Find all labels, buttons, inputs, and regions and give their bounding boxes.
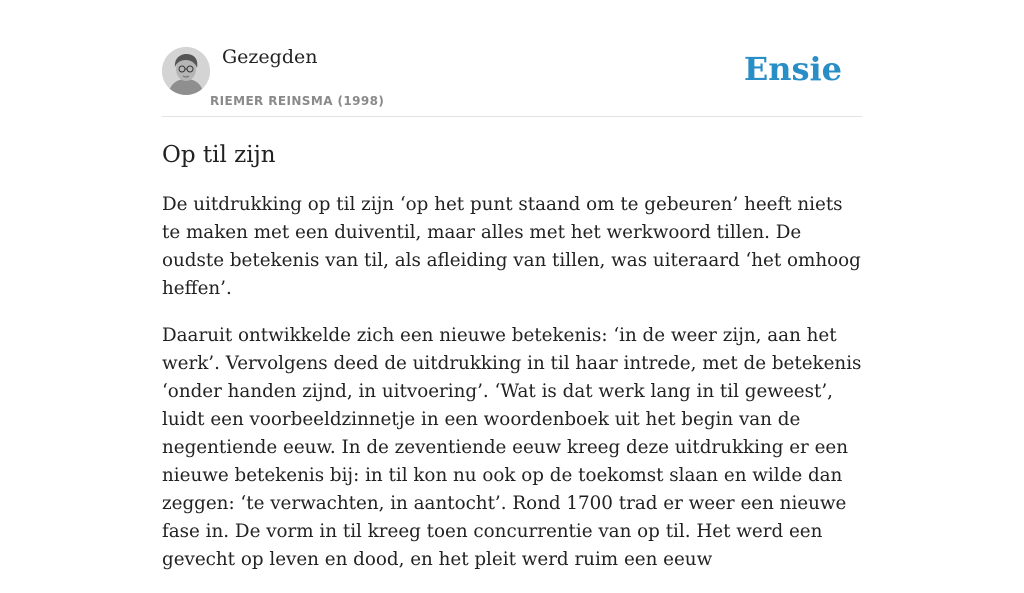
entry-body (162, 191, 862, 593)
author-portrait-icon[interactable] (162, 47, 210, 95)
entry-title: Op til zijn (162, 142, 276, 168)
book-title-link[interactable]: Gezegden (222, 46, 318, 68)
body-paragraph: Daaruit ontwikkelde zich een nieuwe betekenis: ‘in de weer zijn, aan het werk’. Vervolgens deed de uitdrukking in til haar intrede, met de betekenis ‘onder handen zijnd, in uitvoering’. ‘Wat is dat werk lang in til geweest’, luidt een voorbeeldzinnetje in een woordenboek uit het begin van de negentiende eeuw. In de zeventiende eeuw kreeg deze uitdrukking er een nieuwe betekenis bij: in til kon nu ook op de toekomst slaan en wilde dan zeggen: ‘te verwachten, in aantocht’. Rond 1700 trad er weer een nieuwe fase in. De vorm in til kreeg toen concurrentie van op til. Het werd een gevecht op leven en dood, en het pleit werd ruim een eeuw (162, 325, 862, 570)
page-container (162, 0, 862, 570)
author-byline: RIEMER REINSMA (1998) (210, 94, 385, 108)
brand-logo-link[interactable]: Ensie (743, 50, 842, 88)
page-header (162, 0, 862, 117)
body-paragraph: De uitdrukking op til zijn ‘op het punt staand om te gebeuren’ heeft niets te maken met een duiventil, maar alles met het werkwoord tillen. De oudste betekenis van til, als afleiding van tillen, was uiteraard ‘het omhoog heffen’. (162, 194, 861, 299)
